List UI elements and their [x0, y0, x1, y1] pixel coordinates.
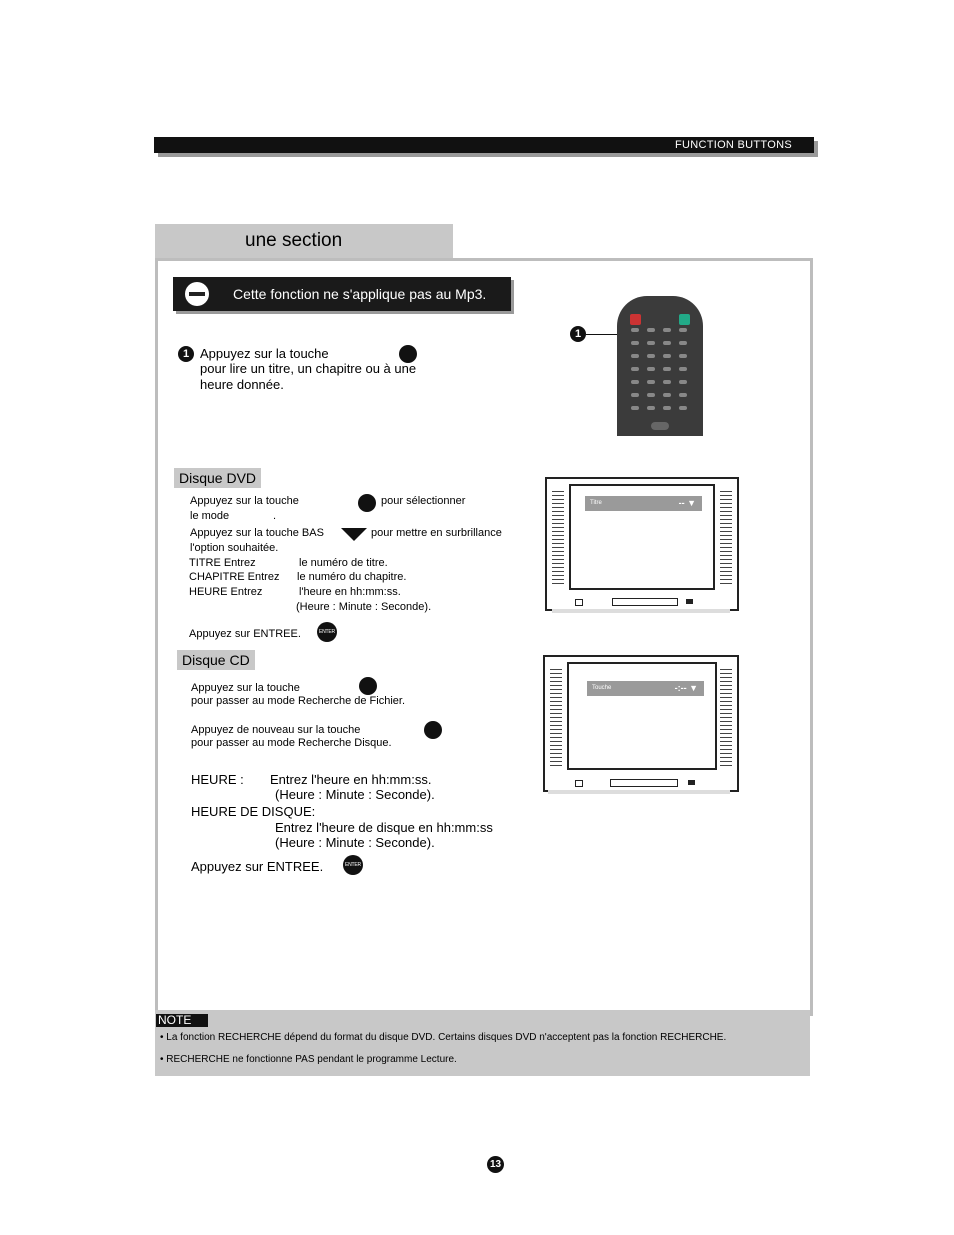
section-title: une section	[245, 230, 343, 251]
note-line-2: • RECHERCHE ne fonctionne PAS pendant le programme Lecture.	[160, 1054, 457, 1065]
note-box	[155, 1010, 810, 1076]
dvd-instruction-1b: pour sélectionner	[381, 495, 466, 507]
tv-base	[548, 790, 730, 794]
titre-value: le numéro de titre.	[299, 557, 388, 569]
step1-line2: pour lire un titre, un chapitre ou à une	[200, 361, 417, 376]
disc-slot	[612, 598, 678, 606]
cd-disque-value: Entrez l'heure de disque en hh:mm:ss	[275, 820, 493, 835]
dvd-instruction-4: l'option souhaitée.	[190, 542, 279, 554]
speaker-grille	[552, 491, 564, 586]
remote-callout-number: 1	[570, 326, 586, 342]
cd-instruction-4: pour passer au mode Recherche Disque.	[191, 737, 392, 749]
remote-key	[647, 406, 655, 410]
eject-icon	[679, 314, 690, 325]
cd-enter-text: Appuyez sur ENTREE.	[191, 859, 324, 874]
dvd-enter-text: Appuyez sur ENTREE.	[189, 628, 301, 640]
step1-line3: heure donnée.	[200, 377, 284, 392]
remote-key	[663, 328, 671, 332]
note-label: NOTE	[156, 1014, 208, 1027]
search-button-icon	[424, 721, 442, 739]
cd-heure-format: (Heure : Minute : Seconde).	[275, 787, 435, 802]
speaker-grille	[720, 491, 732, 586]
header-bar	[154, 137, 814, 153]
remote-key	[663, 354, 671, 358]
chapitre-value: le numéro du chapitre.	[297, 571, 407, 583]
cd-disque-key: HEURE DE DISQUE:	[191, 804, 316, 819]
down-arrow-icon	[341, 528, 367, 541]
speaker-grille	[720, 669, 732, 766]
remote-key	[631, 328, 639, 332]
remote-key	[631, 367, 639, 371]
dvd-instruction-1a: Appuyez sur la touche	[190, 495, 299, 507]
remote-key	[663, 380, 671, 384]
osd-value: -- ▼	[678, 498, 696, 508]
remote-key	[647, 393, 655, 397]
tv-illustration	[545, 477, 739, 611]
tv-screen	[567, 662, 717, 770]
speaker-grille	[550, 669, 562, 766]
dvd-instruction-2: le mode	[190, 510, 230, 522]
heure-key: HEURE Entrez	[189, 586, 263, 598]
remote-key	[647, 380, 655, 384]
cd-instruction-1: Appuyez sur la touche	[191, 682, 300, 694]
heure-value: l'heure en hh:mm:ss.	[299, 586, 401, 598]
enter-button-icon: ENTER	[343, 855, 363, 875]
remote-key	[679, 341, 687, 345]
remote-control-illustration	[617, 296, 703, 436]
osd-label: Titre	[590, 500, 602, 506]
remote-key	[631, 341, 639, 345]
remote-key	[679, 393, 687, 397]
search-osd-bar	[585, 496, 702, 511]
search-button-icon	[358, 494, 376, 512]
remote-key	[631, 393, 639, 397]
search-button-icon	[359, 677, 377, 695]
step-number: 1	[178, 346, 194, 362]
dvd-instruction-3a: Appuyez sur la touche BAS	[190, 527, 324, 539]
titre-key: TITRE Entrez	[189, 557, 256, 569]
no-entry-icon	[185, 282, 209, 306]
header-title: FUNCTION BUTTONS	[674, 139, 792, 151]
dvd-instruction-3b: pour mettre en surbrillance	[371, 527, 502, 539]
remote-key	[663, 367, 671, 371]
page-number: 13	[487, 1156, 504, 1173]
remote-key	[631, 380, 639, 384]
tv-base	[552, 609, 730, 613]
cd-heure-value: Entrez l'heure en hh:mm:ss.	[270, 772, 432, 787]
dvd-instruction-2-dot: .	[273, 510, 277, 522]
remote-key	[679, 354, 687, 358]
cd-instruction-2: pour passer au mode Recherche de Fichier.	[191, 695, 406, 707]
heure-format: (Heure : Minute : Seconde).	[296, 601, 432, 613]
remote-key	[679, 367, 687, 371]
remote-key	[679, 406, 687, 410]
osd-label: Touche	[592, 685, 612, 691]
power-icon	[630, 314, 641, 325]
cd-heure-key: HEURE :	[191, 772, 244, 787]
remote-key	[647, 328, 655, 332]
warning-text: Cette fonction ne s'applique pas au Mp3.	[233, 286, 487, 302]
remote-key	[631, 406, 639, 410]
cd-label: Disque CD	[177, 650, 255, 670]
tv-illustration	[543, 655, 739, 792]
remote-key	[663, 393, 671, 397]
power-led	[575, 599, 583, 606]
search-osd-bar	[587, 681, 704, 696]
warning-banner	[173, 277, 511, 311]
remote-key	[663, 341, 671, 345]
step1-line1: Appuyez sur la touche	[200, 346, 329, 361]
disc-slot	[610, 779, 678, 787]
remote-key	[679, 380, 687, 384]
enter-button-icon: ENTER	[317, 622, 337, 642]
ir-sensor	[686, 599, 693, 604]
section-tab	[155, 224, 453, 260]
osd-value: -:-- ▼	[674, 683, 698, 693]
cd-instruction-3: Appuyez de nouveau sur la touche	[191, 724, 361, 736]
ir-sensor	[688, 780, 695, 785]
remote-key	[663, 406, 671, 410]
remote-key	[679, 328, 687, 332]
cd-disque-format: (Heure : Minute : Seconde).	[275, 835, 435, 850]
remote-key	[647, 367, 655, 371]
tv-screen	[569, 484, 715, 590]
note-line-1: • La fonction RECHERCHE dépend du format du disque DVD. Certains disques DVD n'acceptent pas la fonction RECHERCHE.	[160, 1032, 727, 1043]
remote-key	[647, 354, 655, 358]
power-led	[575, 780, 583, 787]
enter-key	[651, 422, 669, 430]
chapitre-key: CHAPITRE Entrez	[189, 571, 280, 583]
dvd-label: Disque DVD	[174, 468, 261, 488]
remote-key	[647, 341, 655, 345]
remote-key	[631, 354, 639, 358]
